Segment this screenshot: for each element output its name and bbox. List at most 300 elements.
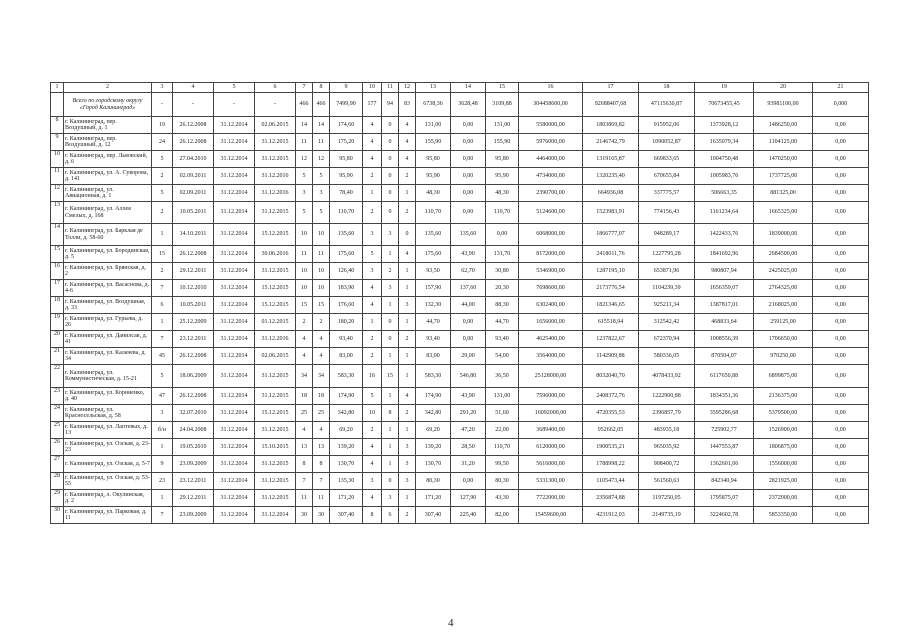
data-cell: 2418011,76: [583, 246, 639, 263]
housing-register-table: [50, 82, 869, 524]
address-cell: г. Калининград, ул. Корниенко, д. 40: [64, 388, 152, 405]
data-cell: 0: [382, 134, 399, 151]
data-cell: 47,20: [451, 422, 486, 439]
data-cell: 3: [399, 297, 416, 314]
row-number: 9: [51, 134, 64, 151]
data-cell: 131,00: [416, 117, 451, 134]
data-cell: 23: [152, 473, 173, 490]
address-cell: г. Калининград, ул. Бородинская, д. 5: [64, 246, 152, 263]
data-cell: 4625400,00: [519, 331, 583, 348]
data-cell: 183,90: [330, 280, 363, 297]
data-cell: 31.12.2014: [214, 297, 255, 314]
data-cell: 02.06.2015: [255, 117, 296, 134]
data-cell: 1227795,28: [639, 246, 695, 263]
data-cell: 0,00: [451, 134, 486, 151]
data-cell: 0,00: [813, 280, 869, 297]
data-cell: 0,00: [486, 224, 519, 246]
data-cell: 10: [296, 280, 313, 297]
data-cell: 11: [313, 490, 330, 507]
column-number-cell: 14: [451, 83, 486, 93]
data-cell: 47: [152, 388, 173, 405]
row-number: 16: [51, 263, 64, 280]
data-cell: 26.12.2008: [173, 348, 214, 365]
data-cell: 78,40: [330, 185, 363, 202]
data-cell: 126,40: [330, 263, 363, 280]
data-cell: 1706650,00: [754, 331, 813, 348]
data-cell: 1523983,91: [583, 202, 639, 224]
data-cell: 4: [296, 348, 313, 365]
data-cell: 1803869,82: [583, 117, 639, 134]
data-cell: 2356874,88: [583, 490, 639, 507]
data-cell: 1008556,39: [695, 331, 754, 348]
data-cell: 95,90: [416, 168, 451, 185]
data-cell: 0: [399, 224, 416, 246]
data-cell: 44,00: [451, 297, 486, 314]
data-cell: 29.12.2011: [173, 490, 214, 507]
row-number: 12: [51, 185, 64, 202]
data-cell: 31.12.2014: [214, 246, 255, 263]
data-cell: 7: [152, 507, 173, 524]
data-cell: 6302400,00: [519, 297, 583, 314]
data-cell: 135,60: [330, 224, 363, 246]
data-cell: 31.12.2014: [214, 202, 255, 224]
data-cell: 15.12.2015: [255, 297, 296, 314]
data-cell: 14: [313, 117, 330, 134]
data-cell: 43,90: [451, 246, 486, 263]
data-cell: 0: [382, 202, 399, 224]
data-cell: 31.12.2014: [214, 388, 255, 405]
total-cell: -: [173, 93, 214, 117]
data-cell: 5: [296, 168, 313, 185]
data-cell: 43,90: [451, 388, 486, 405]
total-cell: 7499,90: [330, 93, 363, 117]
data-cell: 31.12.2015: [255, 473, 296, 490]
address-cell: г. Калининград, ул. А. Суворова, д. 141: [64, 168, 152, 185]
data-cell: 0,00: [451, 168, 486, 185]
data-cell: 80,30: [486, 473, 519, 490]
data-cell: 3564000,00: [519, 348, 583, 365]
data-cell: 155,90: [486, 134, 519, 151]
data-cell: 653871,96: [639, 263, 695, 280]
data-cell: 672370,94: [639, 331, 695, 348]
data-cell: 174,90: [330, 388, 363, 405]
total-cell: 0,000: [813, 93, 869, 117]
data-cell: 4: [399, 246, 416, 263]
data-cell: 5: [296, 202, 313, 224]
total-row: [51, 93, 869, 117]
row-number: 28: [51, 473, 64, 490]
column-number-cell: 4: [173, 83, 214, 93]
data-cell: 546,80: [451, 365, 486, 388]
data-cell: 1447553,87: [695, 439, 754, 456]
data-cell: 31.12.2015: [255, 151, 296, 168]
data-cell: 51,60: [486, 405, 519, 422]
data-cell: 1: [399, 348, 416, 365]
column-number-cell: 1: [51, 83, 64, 93]
data-cell: 175,60: [416, 246, 451, 263]
data-cell: 99,50: [486, 456, 519, 473]
row-number: 27: [51, 456, 64, 473]
data-cell: 48,30: [416, 185, 451, 202]
data-cell: 4464000,00: [519, 151, 583, 168]
data-cell: 12: [313, 151, 330, 168]
table-row: [51, 365, 869, 388]
data-cell: 5: [313, 202, 330, 224]
data-cell: 0,00: [451, 331, 486, 348]
data-cell: 842340,94: [695, 473, 754, 490]
row-number: 19: [51, 314, 64, 331]
data-cell: 18: [296, 388, 313, 405]
data-cell: 80,30: [416, 473, 451, 490]
data-cell: 10: [296, 224, 313, 246]
data-cell: 13: [296, 439, 313, 456]
data-cell: 4078433,92: [639, 365, 695, 388]
row-number: 18: [51, 297, 64, 314]
data-cell: 25128000,00: [519, 365, 583, 388]
data-cell: 180,20: [330, 314, 363, 331]
data-cell: 31.12.2016: [255, 185, 296, 202]
data-cell: 15.12.2015: [255, 280, 296, 297]
table-row: [51, 280, 869, 297]
data-cell: 3: [152, 405, 173, 422]
column-number-cell: 21: [813, 83, 869, 93]
data-cell: 0,00: [813, 490, 869, 507]
data-cell: 8: [296, 456, 313, 473]
row-number: 25: [51, 422, 64, 439]
data-cell: 31.12.2014: [214, 224, 255, 246]
data-cell: 3224602,78: [695, 507, 754, 524]
data-cell: 31.12.2014: [214, 405, 255, 422]
data-cell: 10: [313, 224, 330, 246]
data-cell: 0,00: [813, 422, 869, 439]
data-cell: 0,00: [451, 314, 486, 331]
row-number: 10: [51, 151, 64, 168]
data-cell: 31.12.2014: [214, 331, 255, 348]
data-cell: 31.12.2014: [214, 117, 255, 134]
data-cell: 9: [152, 456, 173, 473]
data-cell: 1: [399, 185, 416, 202]
data-cell: 664936,08: [583, 185, 639, 202]
data-cell: 29,00: [451, 348, 486, 365]
data-cell: 4: [363, 280, 382, 297]
data-cell: 31.12.2015: [255, 134, 296, 151]
data-cell: 6: [382, 507, 399, 524]
data-cell: 31.12.2014: [214, 151, 255, 168]
data-cell: 5: [363, 388, 382, 405]
data-cell: 10.05.2011: [173, 202, 214, 224]
data-cell: 1737725,00: [754, 168, 813, 185]
data-cell: 1373928,12: [695, 117, 754, 134]
column-number-cell: 17: [583, 83, 639, 93]
table-body: [51, 83, 869, 524]
data-cell: 1866777,07: [583, 224, 639, 246]
data-cell: 1635079,34: [695, 134, 754, 151]
data-cell: 1526900,00: [754, 422, 813, 439]
data-cell: 5379500,00: [754, 405, 813, 422]
data-cell: 31.12.2014: [214, 280, 255, 297]
data-cell: 4: [363, 439, 382, 456]
data-cell: 31.12.2014: [214, 134, 255, 151]
data-cell: 225,40: [451, 507, 486, 524]
data-cell: 670655,84: [639, 168, 695, 185]
data-cell: 615518,94: [583, 314, 639, 331]
data-cell: 0: [382, 117, 399, 134]
data-cell: 1795875,07: [695, 490, 754, 507]
data-cell: 93,40: [486, 331, 519, 348]
table-row: [51, 405, 869, 422]
data-cell: 0,00: [813, 456, 869, 473]
data-cell: 15.12.2015: [255, 224, 296, 246]
data-cell: 2: [382, 263, 399, 280]
table-row: [51, 507, 869, 524]
address-cell: г. Калининград, ул. Авиационная, д. 1: [64, 185, 152, 202]
data-cell: 0,00: [813, 246, 869, 263]
data-cell: 22,00: [486, 422, 519, 439]
data-cell: 0,00: [813, 134, 869, 151]
total-cell: 94: [382, 93, 399, 117]
column-number-row: [51, 83, 869, 93]
total-cell: 466: [313, 93, 330, 117]
data-cell: 725902,77: [695, 422, 754, 439]
data-cell: 1900535,21: [583, 439, 639, 456]
data-cell: 908400,72: [639, 456, 695, 473]
data-cell: 3: [399, 439, 416, 456]
data-cell: 0,00: [813, 507, 869, 524]
row-number: 21: [51, 348, 64, 365]
data-cell: 2173776,54: [583, 280, 639, 297]
data-cell: 2: [363, 168, 382, 185]
data-cell: 4: [399, 134, 416, 151]
data-cell: 1: [399, 314, 416, 331]
column-number-cell: 15: [486, 83, 519, 93]
data-cell: 139,20: [330, 439, 363, 456]
data-cell: 583,30: [416, 365, 451, 388]
data-cell: 5976000,00: [519, 134, 583, 151]
data-cell: 948289,17: [639, 224, 695, 246]
table-row: [51, 224, 869, 246]
data-cell: 4: [296, 331, 313, 348]
column-number-cell: 20: [754, 83, 813, 93]
row-number: 11: [51, 168, 64, 185]
data-cell: 139,20: [416, 439, 451, 456]
data-cell: 1161234,64: [695, 202, 754, 224]
data-cell: 8: [313, 456, 330, 473]
data-cell: 130,70: [330, 456, 363, 473]
data-cell: 1556000,00: [754, 456, 813, 473]
data-cell: 83,00: [330, 348, 363, 365]
data-cell: 4: [313, 331, 330, 348]
data-cell: 30.06.2016: [255, 246, 296, 263]
data-cell: 25.12.2009: [173, 314, 214, 331]
data-cell: 0,00: [813, 297, 869, 314]
address-cell: г. Калининград, ул. Аллея Смелых, д. 168: [64, 202, 152, 224]
total-cell: 93981100,00: [754, 93, 813, 117]
data-cell: 10: [313, 263, 330, 280]
data-cell: 2: [152, 202, 173, 224]
data-cell: 1: [399, 490, 416, 507]
data-cell: 175,60: [330, 246, 363, 263]
data-cell: 4: [363, 117, 382, 134]
row-number: 29: [51, 490, 64, 507]
data-cell: 02.06.2015: [255, 348, 296, 365]
data-cell: 0,00: [813, 185, 869, 202]
address-cell: г. Калининград, ул. Воздушная, д. 33: [64, 297, 152, 314]
row-number: 22: [51, 365, 64, 388]
data-cell: 1: [152, 224, 173, 246]
data-cell: 31.12.2014: [214, 168, 255, 185]
column-number-cell: 2: [64, 83, 152, 93]
data-cell: 3689400,00: [519, 422, 583, 439]
data-cell: 135,60: [416, 224, 451, 246]
data-cell: 0,00: [813, 473, 869, 490]
data-cell: 01.12.2015: [255, 314, 296, 331]
data-cell: 2684500,00: [754, 246, 813, 263]
data-cell: 10: [296, 263, 313, 280]
table-row: [51, 151, 869, 168]
data-cell: 7596000,00: [519, 388, 583, 405]
address-cell: г. Калининград, ул. Васаснова, д. 4-6: [64, 280, 152, 297]
data-cell: 970250,00: [754, 348, 813, 365]
data-cell: 1222900,88: [639, 388, 695, 405]
data-cell: 48,30: [486, 185, 519, 202]
data-cell: 32.07.2010: [173, 405, 214, 422]
data-cell: 95,80: [486, 151, 519, 168]
data-cell: 12: [296, 151, 313, 168]
data-cell: 23.09.2009: [173, 456, 214, 473]
data-cell: 45: [152, 348, 173, 365]
data-cell: 0,00: [451, 473, 486, 490]
data-cell: 82,00: [486, 507, 519, 524]
data-cell: 2136375,00: [754, 388, 813, 405]
table-row: [51, 348, 869, 365]
data-cell: 1: [382, 388, 399, 405]
data-cell: 1788998,22: [583, 456, 639, 473]
data-cell: 43,30: [486, 490, 519, 507]
data-cell: 6: [152, 297, 173, 314]
total-cell: 177: [363, 93, 382, 117]
data-cell: 110,70: [486, 439, 519, 456]
data-cell: 291,20: [451, 405, 486, 422]
data-cell: 137,60: [451, 280, 486, 297]
data-cell: 1806875,00: [754, 439, 813, 456]
data-cell: 925211,34: [639, 297, 695, 314]
data-cell: 1656000,00: [519, 314, 583, 331]
data-cell: 88,30: [486, 297, 519, 314]
data-cell: 1834351,36: [695, 388, 754, 405]
data-cell: 1665325,00: [754, 202, 813, 224]
data-cell: 468833,64: [695, 314, 754, 331]
row-number: 24: [51, 405, 64, 422]
data-cell: 175,20: [330, 134, 363, 151]
data-cell: 30,80: [486, 263, 519, 280]
data-cell: 6068000,00: [519, 224, 583, 246]
address-cell: г. Калининград, ул. Лаптевых, д. 13: [64, 422, 152, 439]
data-cell: 2168025,00: [754, 297, 813, 314]
data-cell: 2: [363, 331, 382, 348]
data-cell: 14: [296, 117, 313, 134]
data-cell: 1237822,67: [583, 331, 639, 348]
data-cell: 952662,05: [583, 422, 639, 439]
column-number-cell: 6: [255, 83, 296, 93]
data-cell: 27.04.2010: [173, 151, 214, 168]
data-cell: 83,00: [416, 348, 451, 365]
total-cell: 466: [296, 93, 313, 117]
data-cell: 4: [399, 151, 416, 168]
data-cell: 0,00: [813, 348, 869, 365]
table-row: [51, 134, 869, 151]
data-cell: 2821925,00: [754, 473, 813, 490]
data-cell: 7: [152, 280, 173, 297]
data-cell: 342,80: [330, 405, 363, 422]
table-row: [51, 456, 869, 473]
page-number: 4: [448, 617, 454, 629]
row-number: 23: [51, 388, 64, 405]
data-cell: 93,40: [416, 331, 451, 348]
data-cell: 0,00: [813, 117, 869, 134]
data-cell: 130,70: [416, 456, 451, 473]
data-cell: 4: [313, 422, 330, 439]
data-cell: 31,20: [451, 456, 486, 473]
data-cell: 4: [399, 388, 416, 405]
data-cell: 31.12.2014: [214, 314, 255, 331]
data-cell: 1422433,76: [695, 224, 754, 246]
total-row-number: [51, 93, 64, 117]
data-cell: 31.12.2015: [255, 490, 296, 507]
total-cell: -: [214, 93, 255, 117]
data-cell: 11: [296, 134, 313, 151]
data-cell: 2390700,00: [519, 185, 583, 202]
data-cell: 0: [382, 331, 399, 348]
data-cell: 1: [382, 348, 399, 365]
data-cell: 2: [152, 263, 173, 280]
data-cell: 1104125,00: [754, 134, 813, 151]
data-cell: 31.12.2014: [214, 439, 255, 456]
data-cell: 4720355,53: [583, 405, 639, 422]
data-cell: 6117650,88: [695, 365, 754, 388]
data-cell: 31.12.2015: [255, 422, 296, 439]
data-cell: 11: [313, 246, 330, 263]
data-cell: 1: [152, 490, 173, 507]
data-cell: 1319165,87: [583, 151, 639, 168]
data-cell: 31.12.2014: [255, 507, 296, 524]
data-cell: 342,80: [416, 405, 451, 422]
data-cell: 15: [296, 297, 313, 314]
data-cell: 171,20: [416, 490, 451, 507]
data-cell: 02.09.2011: [173, 168, 214, 185]
data-cell: 31.12.2015: [255, 388, 296, 405]
table-row: [51, 297, 869, 314]
table-row: [51, 422, 869, 439]
data-cell: 1105473,44: [583, 473, 639, 490]
data-cell: 1: [363, 185, 382, 202]
data-cell: 135,30: [330, 473, 363, 490]
data-cell: 135,60: [451, 224, 486, 246]
address-cell: г. Калининград, ул. Барклая де Толли, д. 58-60: [64, 224, 152, 246]
data-cell: 93,50: [416, 263, 451, 280]
data-cell: 31.12.2014: [214, 456, 255, 473]
data-cell: 11: [313, 134, 330, 151]
data-cell: 1142909,88: [583, 348, 639, 365]
address-cell: г. Калининград, л. Окулинская, д. 2: [64, 490, 152, 507]
data-cell: 1: [399, 263, 416, 280]
data-cell: 1: [363, 314, 382, 331]
data-cell: 0,00: [813, 224, 869, 246]
data-cell: 0,00: [813, 405, 869, 422]
data-cell: 69,20: [416, 422, 451, 439]
data-cell: 174,60: [330, 117, 363, 134]
data-cell: 1: [399, 422, 416, 439]
data-cell: 18.06.2009: [173, 365, 214, 388]
